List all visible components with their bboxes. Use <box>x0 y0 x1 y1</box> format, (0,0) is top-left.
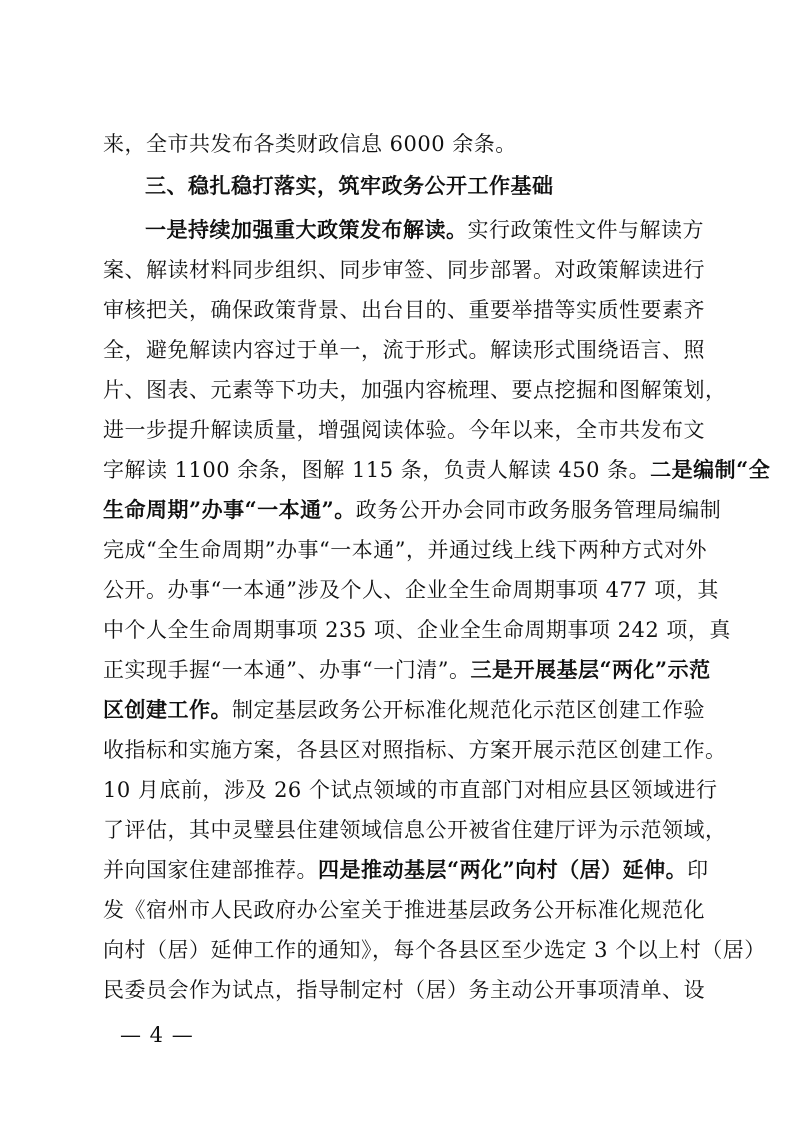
text-run: 收指标和实施方案，各县区对照指标、方案开展示范区创建工作。 <box>103 738 727 762</box>
text-run: 实行政策性文件与解读方 <box>467 218 704 242</box>
section-heading-text: 三、稳扎稳打落实，筑牢政务公开工作基础 <box>145 173 554 198</box>
text-run: 全，避免解读内容过于单一，流于形式。解读形式围绕语言、照 <box>103 338 705 362</box>
text-run: 印 <box>687 858 709 882</box>
text-line-20 <box>103 893 705 927</box>
text-run: 公开。办事“一本通”涉及个人、企业全生命周期事项 477 项，其 <box>103 578 719 602</box>
text-line-22 <box>103 973 705 1007</box>
text-line-5 <box>103 293 705 327</box>
bold-lead: 二是编制“全 <box>650 457 771 482</box>
page-number: — 4 — <box>120 1023 194 1047</box>
text-line-13 <box>103 613 731 647</box>
text-run: 政务公开办会同市政务服务管理局编制 <box>355 498 722 522</box>
bold-lead: 一是持续加强重大政策发布解读。 <box>145 217 468 242</box>
text-run: 字解读 1100 余条，图解 115 条，负责人解读 450 条。 <box>103 458 651 482</box>
text-line-8 <box>103 413 705 447</box>
bold-lead: 三是开展基层“两化”示范 <box>470 657 711 682</box>
text-line-14 <box>103 653 711 687</box>
text-run: 案、解读材料同步组织、同步审签、同步部署。对政策解读进行 <box>103 258 705 282</box>
text-line-16 <box>103 733 727 767</box>
text-run: 审核把关，确保政策背景、出台目的、重要举措等实质性要素齐 <box>103 298 705 322</box>
text-line-4 <box>103 253 705 287</box>
text-line-18 <box>103 813 727 847</box>
text-line-6 <box>103 333 705 367</box>
text-run: 正实现手握“一本通”、办事“一门清”。 <box>103 658 471 682</box>
text-line-7 <box>103 373 727 407</box>
section-heading <box>145 169 697 203</box>
text-run: 民委员会作为试点，指导制定村（居）务主动公开事项清单、设 <box>103 978 705 1002</box>
text-line-17 <box>103 773 718 807</box>
text-run: 10 月底前，涉及 26 个试点领域的市直部门对相应县区领域进行 <box>103 778 718 802</box>
text-line-11 <box>103 533 707 567</box>
text-line-9 <box>103 453 771 487</box>
text-run: 了评估，其中灵璧县住建领域信息公开被省住建厅评为示范领域， <box>103 818 727 842</box>
text-line-3 <box>145 213 704 247</box>
bold-lead: 生命周期”办事“一本通”。 <box>103 497 356 522</box>
text-run: 中个人全生命周期事项 235 项、企业全生命周期事项 242 项，真 <box>103 618 731 642</box>
text-line-1 <box>103 127 697 161</box>
text-run: 进一步提升解读质量，增强阅读体验。今年以来，全市共发布文 <box>103 418 705 442</box>
text-line-10 <box>103 493 722 527</box>
text-line-19 <box>103 853 709 887</box>
text-run: 片、图表、元素等下功夫，加强内容梳理、要点挖掘和图解策划， <box>103 378 727 402</box>
text-run: 向村（居）延伸工作的通知》，每个各县区至少选定 3 个以上村（居） <box>103 938 766 962</box>
text-run: 来，全市共发布各类财政信息 6000 余条。 <box>103 132 517 156</box>
text-line-12 <box>103 573 719 607</box>
text-run: 发《宿州市人民政府办公室关于推进基层政务公开标准化规范化 <box>103 898 705 922</box>
bold-lead: 区创建工作。 <box>103 697 232 722</box>
text-run: 完成“全生命周期”办事“一本通”，并通过线上线下两种方式对外 <box>103 538 707 562</box>
text-run: 并向国家住建部推荐。 <box>103 858 318 882</box>
text-line-21 <box>103 933 766 967</box>
text-run: 制定基层政务公开标准化规范化示范区创建工作验 <box>232 698 705 722</box>
bold-lead: 四是推动基层“两化”向村（居）延伸。 <box>318 857 688 882</box>
text-line-15 <box>103 693 705 727</box>
